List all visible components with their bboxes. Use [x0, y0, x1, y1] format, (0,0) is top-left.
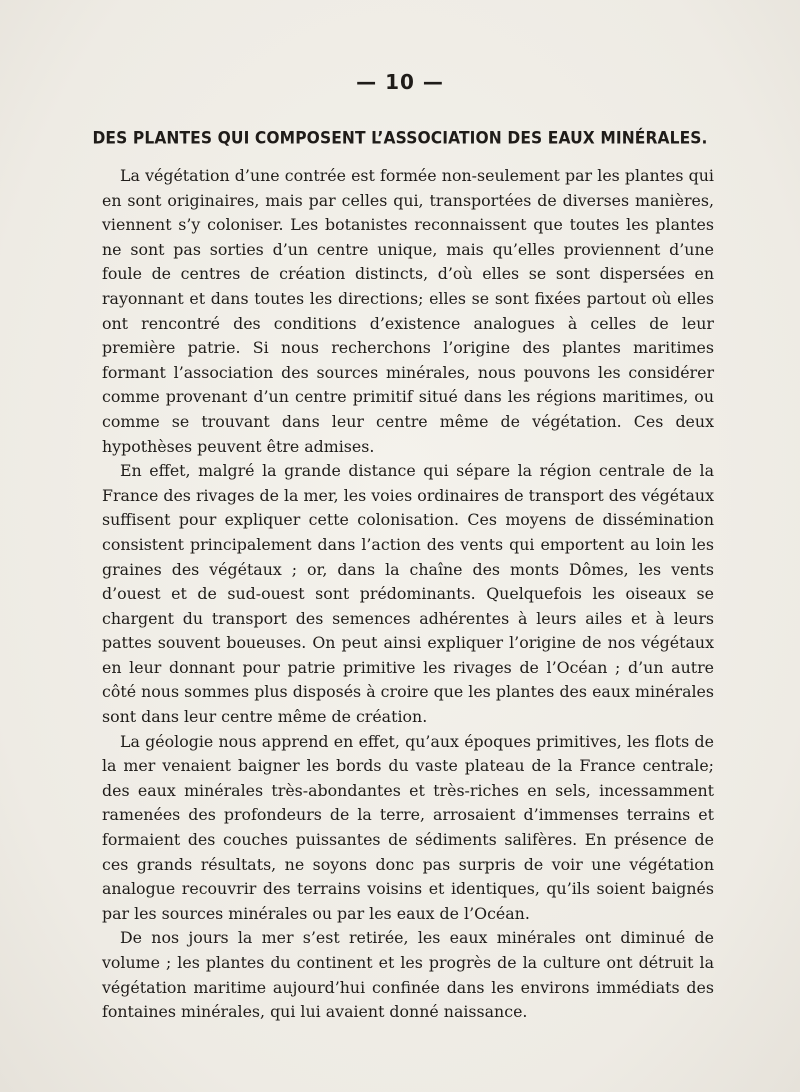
paragraph-1: La végétation d’une contrée est formée non-seulement par les plantes qui en sont originaires, mais par celles qui, transportées de diverses manières, viennent s’y coloniser. Les botanistes reconnaissent que toutes les plantes ne sont pas sorties d’un centre unique, mais qu’elles proviennent d’une foule de centres de création distincts, d’où elles se sont dispersées en rayonnant et dans toutes les directions; elles se sont fixées partout où elles ont rencontré des conditions d’existence analogues à celles de leur première patrie. Si nous recherchons l’origine des plantes maritimes formant l’association des sources minérales, nous pouvons les considérer comme provenant d’un centre primitif situé dans les régions maritimes, ou comme se trouvant dans leur centre même de végétation. Ces deux hypothèses peuvent être admises. — [102, 166, 714, 456]
page-number: — 10 — — [356, 70, 444, 94]
body-text — [102, 164, 714, 1025]
paragraph-4: De nos jours la mer s’est retirée, les eaux minérales ont diminué de volume ; les plantes du continent et les progrès de la culture ont détruit la végétation maritime aujourd’hui confinée dans les environs immédiats des fontaines minérales, qui lui avaient donné naissance. — [102, 928, 714, 1022]
section-heading: DES PLANTES QUI COMPOSENT L’ASSOCIATION DES EAUX MINÉRALES. — [92, 128, 708, 148]
paragraph-3: La géologie nous apprend en effet, qu’aux époques primitives, les flots de la mer venaient baigner les bords du vaste plateau de la France centrale; des eaux minérales très-abondantes et très-riches en sels, incessamment ramenées des profondeurs de la terre, arrosaient d’immenses terrains et formaient des couches puissantes de sédiments salifères. En présence de ces grands résultats, ne soyons donc pas surpris de voir une végétation analogue recouvrir des terrains voisins et identiques, qu’ils soient baignés par les sources minérales ou par les eaux de l’Océan. — [102, 731, 714, 923]
paragraph-2: En effet, malgré la grande distance qui sépare la région centrale de la France des rivages de la mer, les voies ordinaires de transport des végétaux suffisent pour expliquer cette colonisation. Ces moyens de dissémination consistent principalement dans l’action des vents qui emportent au loin les graines des végétaux ; or, dans la chaîne des monts Dômes, les vents d’ouest et de sud-ouest sont prédominants. Quelquefois les oiseaux se chargent du transport des semences adhérentes à leurs ailes et à leurs pattes souvent boueuses. On peut ainsi expliquer l’origine de nos végétaux en leur donnant pour patrie primitive les rivages de l’Océan ; d’un autre côté nous sommes plus disposés à croire que les plantes des eaux minérales sont dans leur centre même de création. — [102, 461, 714, 727]
